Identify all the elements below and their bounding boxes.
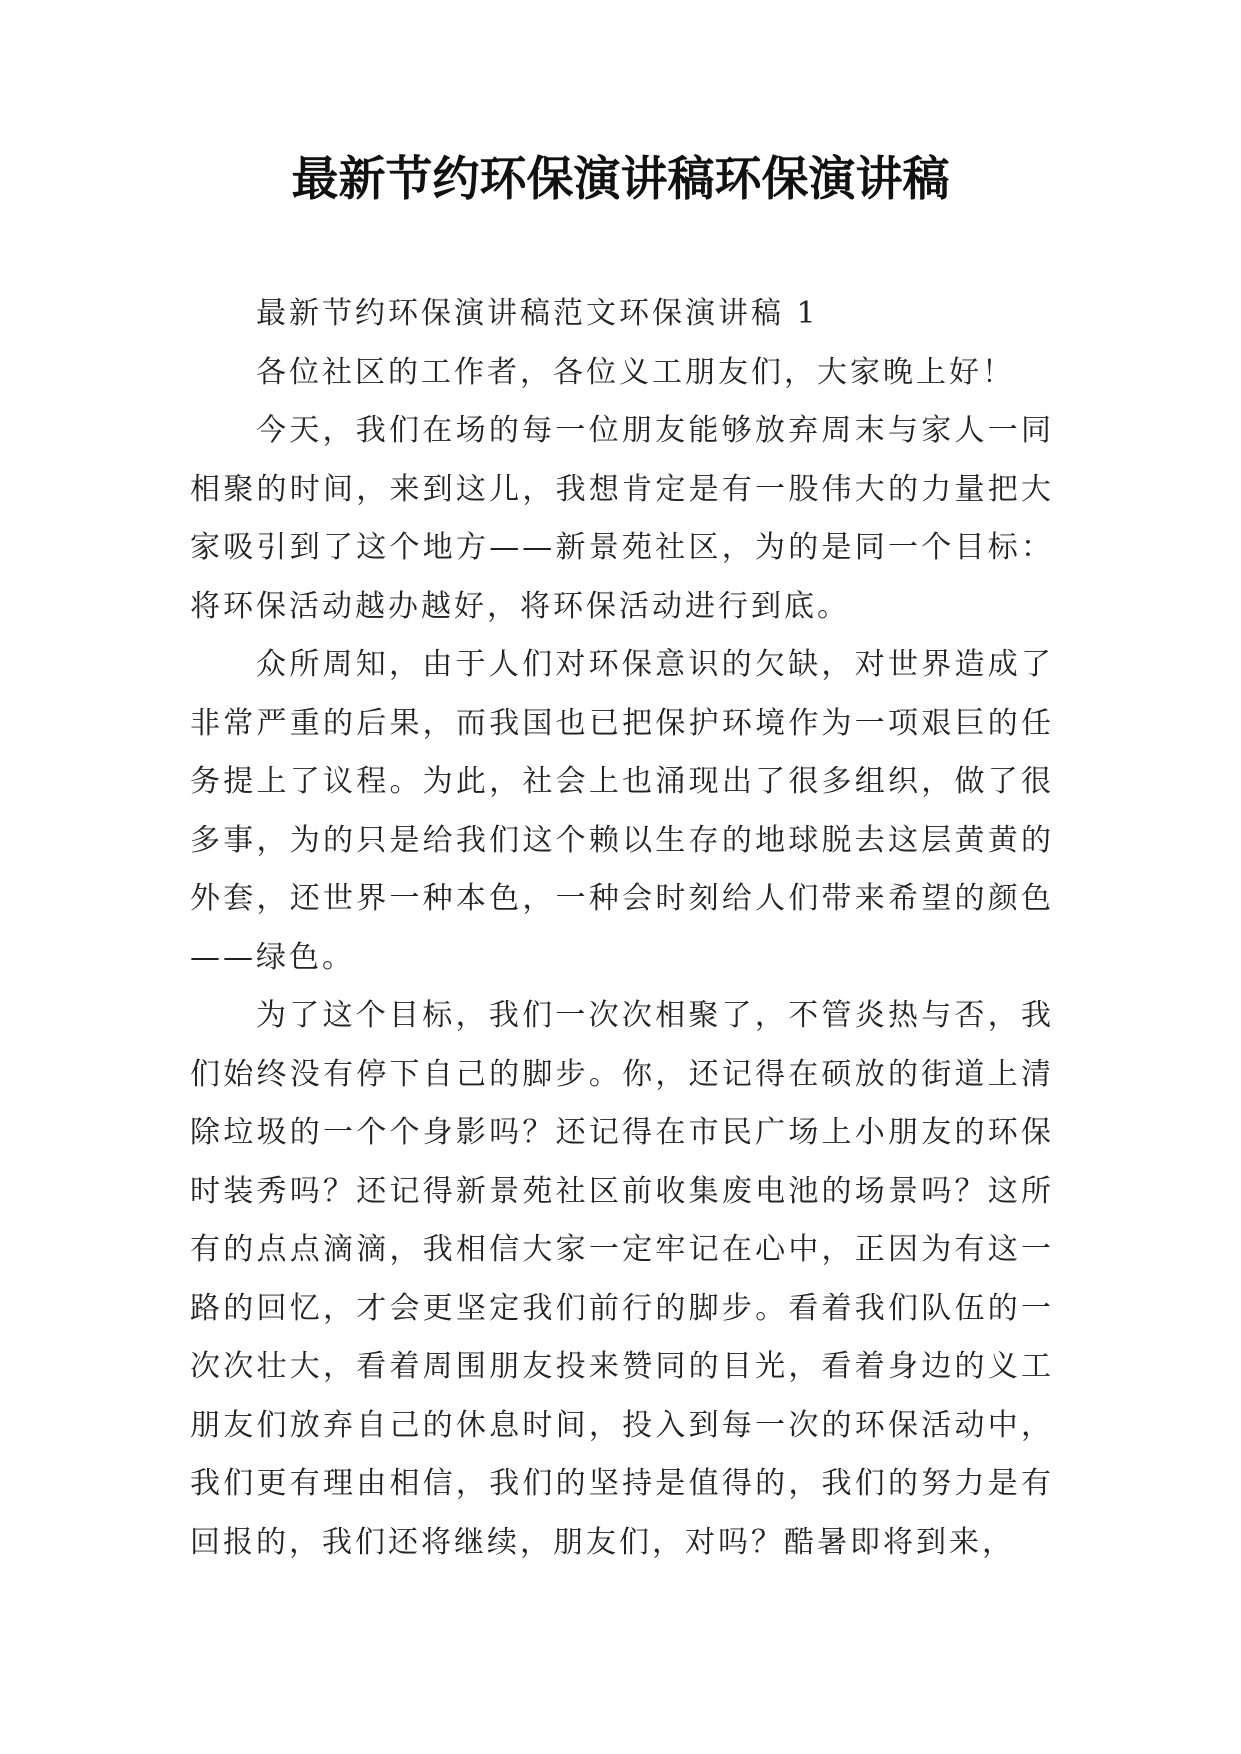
document-body bbox=[190, 285, 1054, 1572]
document-title: 最新节约环保演讲稿环保演讲稿 bbox=[291, 152, 950, 207]
paragraph-background: 众所周知，由于人们对环保意识的欠缺，对世界造成了非常严重的后果，而我国也已把保护环境作为一项艰巨的任务提上了议程。为此，社会上也涌现出了很多组织，做了很多事，为的只是给我们这个赖以生存的地球脱去这层黄黄的外套，还世界一种本色，一种会时刻给人们带来希望的颜色——绿色。 bbox=[190, 647, 1054, 975]
paragraph-subtitle: 最新节约环保演讲稿范文环保演讲稿 1 bbox=[256, 296, 819, 331]
paragraph-activities: 为了这个目标，我们一次次相聚了，不管炎热与否，我们始终没有停下自己的脚步。你，还记得在硕放的街道上清除垃圾的一个个身影吗？还记得在市民广场上小朋友的环保时装秀吗？还记得新景苑社区前收集废电池的场景吗？这所有的点点滴滴，我相信大家一定牢记在心中，正因为有这一路的回忆，才会更坚定我们前行的脚步。看着我们队伍的一次次壮大，看着周围朋友投来赞同的目光，看着身边的义工朋友们放弃自己的休息时间，投入到每一次的环保活动中，我们更有理由相信，我们的坚持是值得的，我们的努力是有回报的，我们还将继续，朋友们，对吗？酷暑即将到来， bbox=[190, 998, 1054, 1560]
paragraph-intro: 今天，我们在场的每一位朋友能够放弃周末与家人一同相聚的时间，来到这儿，我想肯定是有一股伟大的力量把大家吸引到了这个地方——新景苑社区，为的是同一个目标：将环保活动越办越好，将环保活动进行到底。 bbox=[190, 413, 1054, 624]
paragraph-greeting: 各位社区的工作者，各位义工朋友们，大家晚上好！ bbox=[256, 354, 1015, 390]
